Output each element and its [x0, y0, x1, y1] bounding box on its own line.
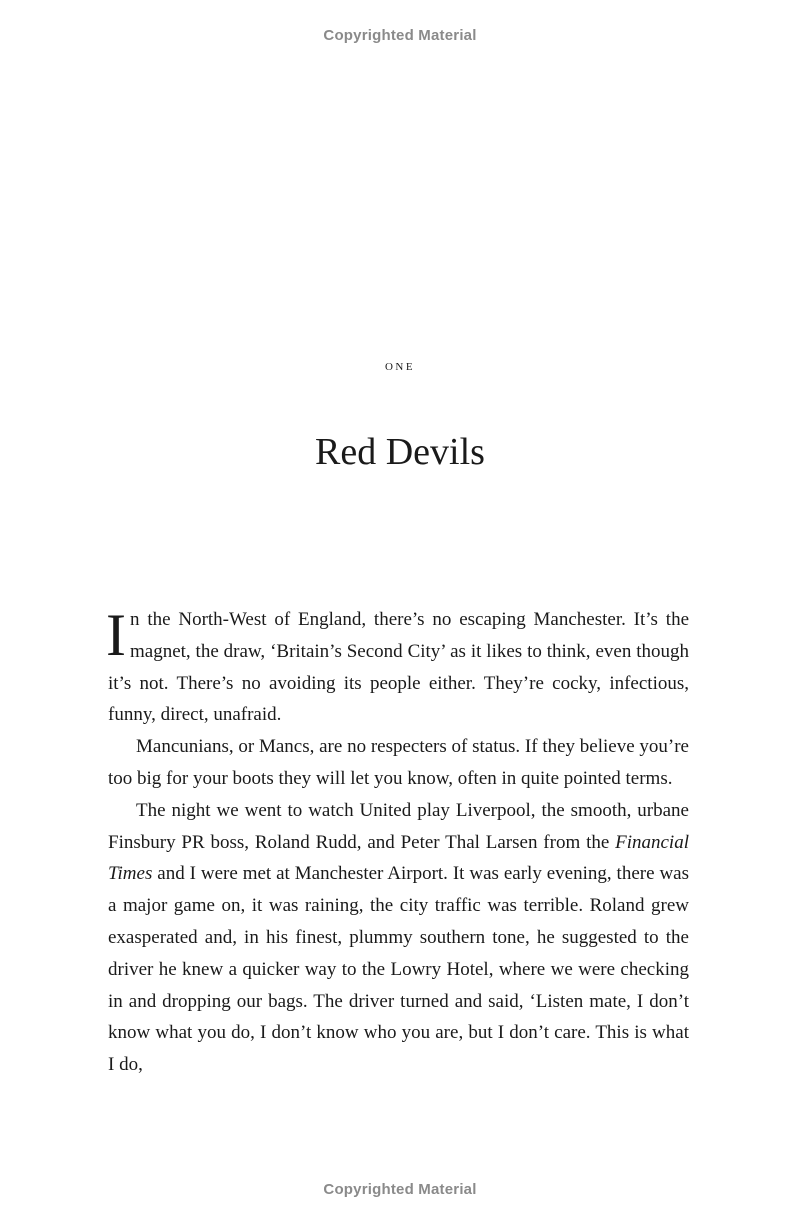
copyright-watermark-bottom: Copyrighted Material	[323, 1181, 477, 1198]
copyright-watermark-top: Copyrighted Material	[323, 27, 477, 44]
paragraph-3-text-after: and I were met at Manchester Airport. It was early evening, there was a major game on, it was raining, the city traffic was terrible. Roland grew exasperated and, in his finest, plummy southern tone, he suggested to the driver he knew a quicker way to the Lowry Hotel, where we were checking in and dropping our bags. The driver turned and said, ‘Listen mate, I don’t know what you do, I don’t know who you are, but I don’t care. This is what I do,	[108, 863, 689, 1076]
chapter-number: one	[384, 358, 416, 374]
chapter-title: Red Devils	[315, 431, 485, 473]
paragraph-3	[108, 795, 689, 1081]
publication-title: Financial Times	[108, 831, 689, 885]
paragraph-3-text-before: The night we went to watch United play Liverpool, the smooth, urbane Finsbury PR boss, Roland Rudd, and Peter Thal Larsen from the	[108, 799, 689, 853]
chapter-body	[108, 604, 689, 1081]
paragraph-1-text: n the North-West of England, there’s no escaping Manchester. It’s the magnet, the draw, ‘Britain’s Second City’ as it likes to think, even though it’s not. There’s no avoiding its people either. They’re cocky, infectious, funny, direct, unafraid.	[108, 609, 689, 726]
drop-cap: I	[106, 602, 126, 668]
paragraph-2: Mancunians, or Mancs, are no respecters of status. If they believe you’re too big for your boots they will let you know, often in quite pointed terms.	[108, 736, 689, 789]
paragraph-1	[108, 604, 689, 731]
